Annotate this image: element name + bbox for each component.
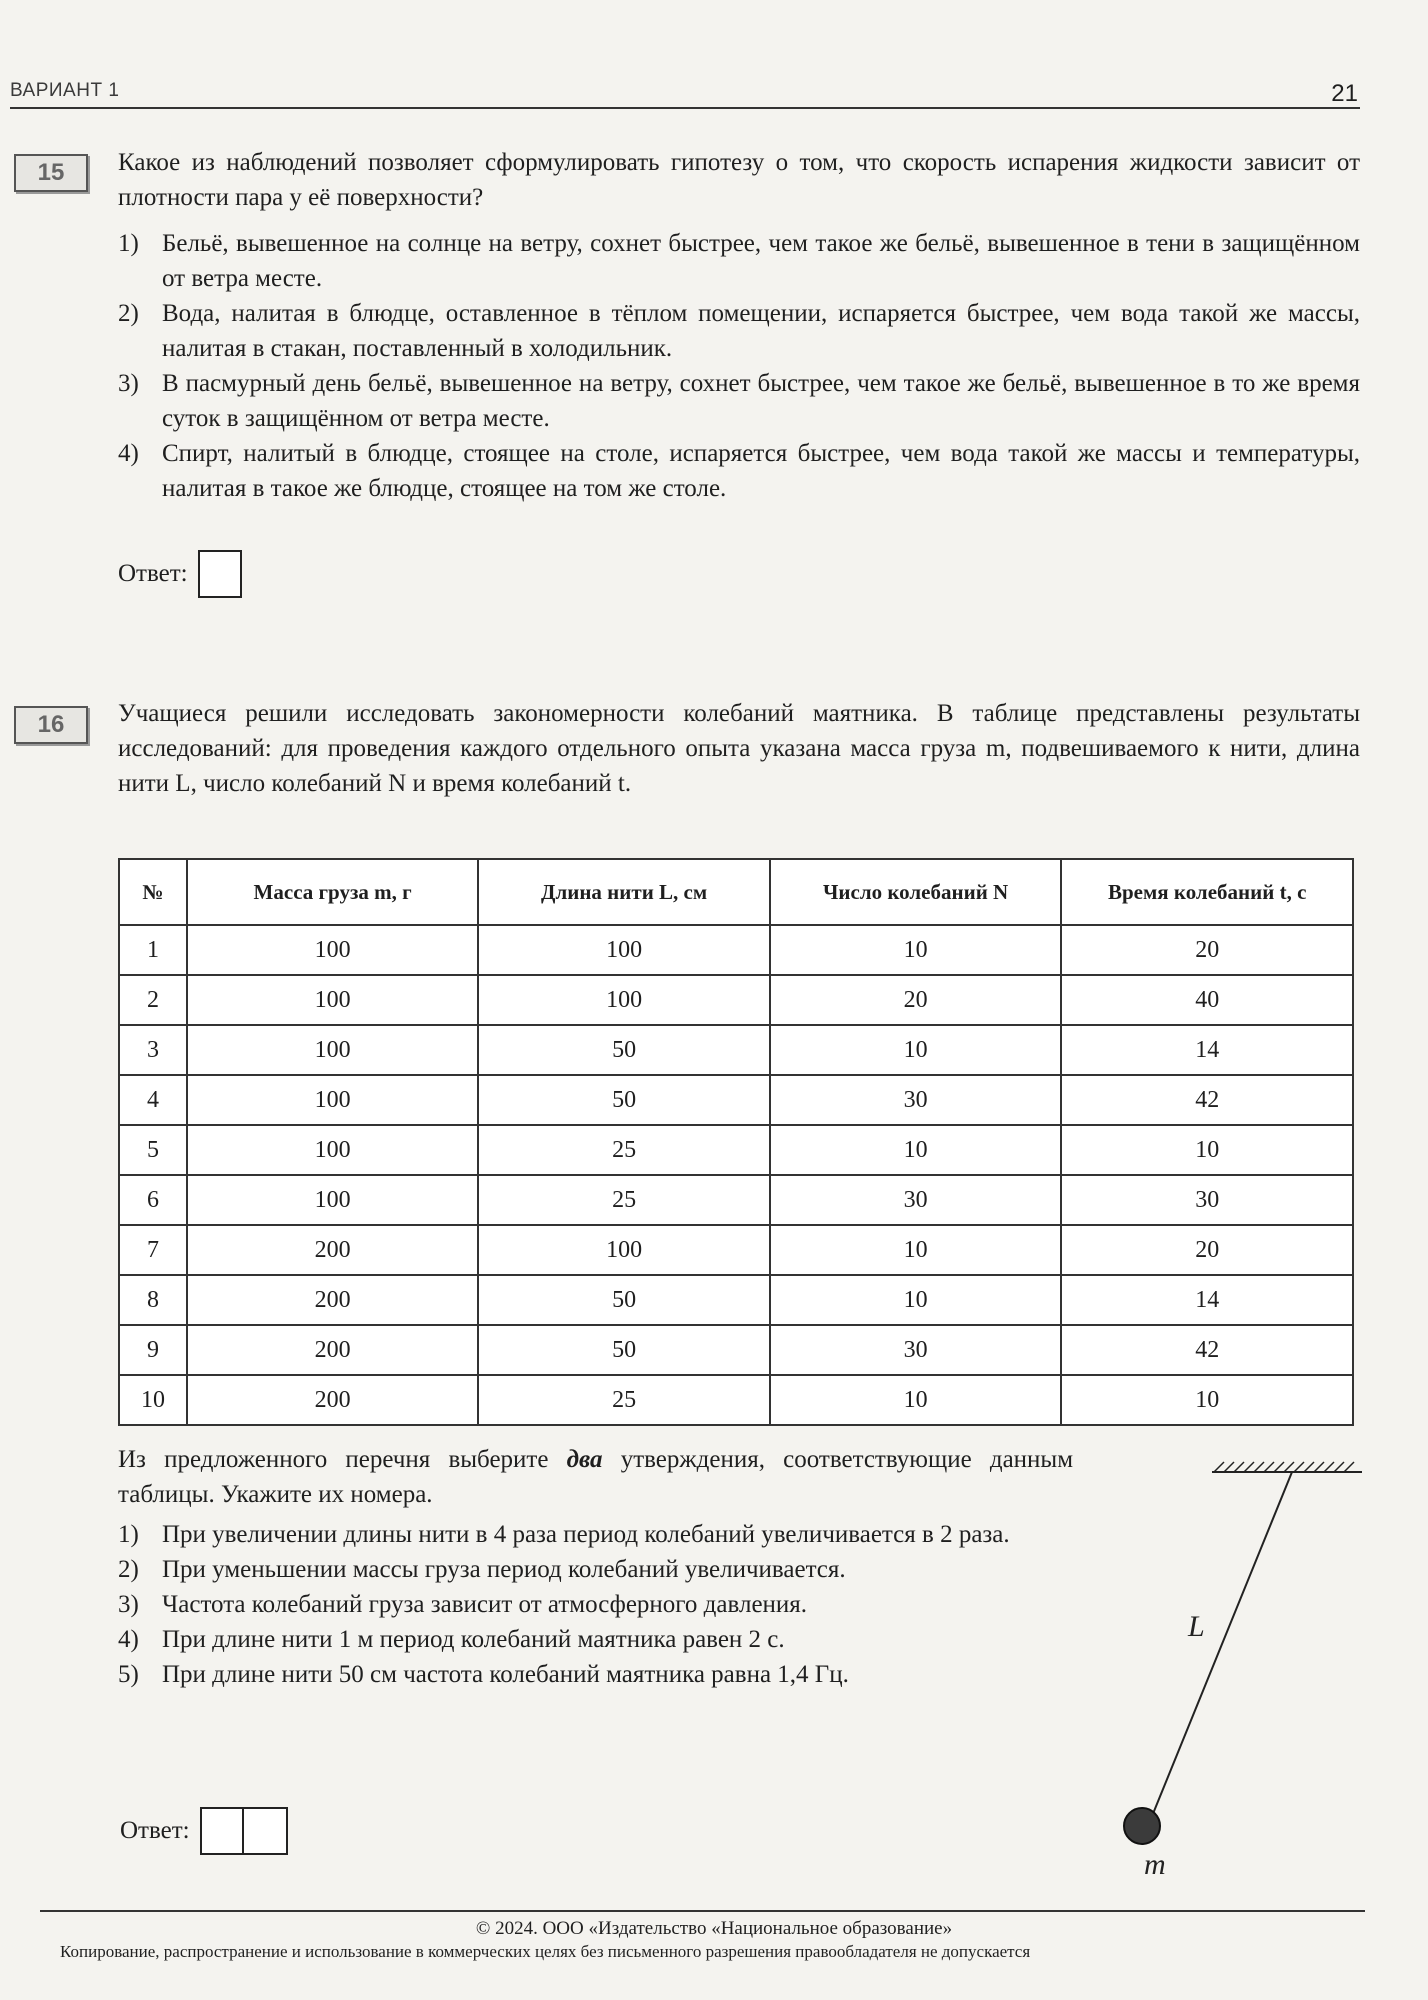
table-cell: 100 [187, 925, 478, 975]
option-number: 2) [118, 300, 139, 327]
col-header-number: № [119, 859, 187, 925]
table-cell: 100 [478, 925, 769, 975]
footer-copyright: © 2024. ООО «Издательство «Национальное образование» [475, 1918, 953, 1939]
table-cell: 200 [187, 1325, 478, 1375]
task-15-option [118, 436, 1360, 506]
table-cell: 25 [478, 1175, 769, 1225]
table-cell: 50 [478, 1325, 769, 1375]
variant-label: ВАРИАНТ 1 [10, 80, 120, 101]
table-cell: 30 [770, 1175, 1062, 1225]
table-cell: 42 [1061, 1325, 1353, 1375]
table-cell: 10 [770, 1375, 1062, 1425]
option-text: При увеличении длины нити в 4 раза период колебаний увеличивается в 2 раза. [162, 1521, 1010, 1548]
option-number: 3) [118, 370, 139, 397]
answer-box-2[interactable] [244, 1807, 288, 1855]
table-row [119, 1225, 1353, 1275]
option-number: 2) [118, 1556, 139, 1583]
instruction-part-a: Из предложенного перечня выберите [118, 1446, 549, 1473]
task-15-question: Какое из наблюдений позволяет сформулировать гипотезу о том, что скорость испарения жидкости зависит от плотности пара у её поверхности? [118, 149, 1360, 211]
table-row [119, 1175, 1353, 1225]
table-row [119, 1325, 1353, 1375]
option-number: 4) [118, 1626, 139, 1653]
table-cell: 100 [187, 1125, 478, 1175]
table-cell: 20 [1061, 1225, 1353, 1275]
task-16-instruction [118, 1442, 1073, 1512]
table-cell: 100 [478, 1225, 769, 1275]
table-cell: 20 [770, 975, 1062, 1025]
ceiling-hatching [1214, 1462, 1354, 1472]
option-number: 1) [118, 1521, 139, 1548]
footer-legal: Копирование, распространение и использование в коммерческих целях без письменного разрешения правообладателя не допускается [60, 1942, 1031, 1961]
header-rule [10, 107, 1360, 109]
table-cell: 8 [119, 1275, 187, 1325]
option-number: 5) [118, 1661, 139, 1688]
task-15-number: 15 [14, 154, 88, 192]
table-row [119, 1025, 1353, 1075]
table-cell: 10 [770, 1275, 1062, 1325]
option-number: 1) [118, 230, 139, 257]
task-15-options [118, 226, 1360, 506]
table-row [119, 1125, 1353, 1175]
page-number: 21 [1331, 80, 1358, 107]
task-16-option [118, 1517, 1073, 1552]
answer-box-1[interactable] [200, 1807, 244, 1855]
table-cell: 200 [187, 1375, 478, 1425]
task-16-option [118, 1587, 1073, 1622]
table-cell: 100 [187, 975, 478, 1025]
mass-label: m [1144, 1848, 1166, 1881]
option-number: 3) [118, 1591, 139, 1618]
table-header-row [119, 859, 1353, 925]
option-text: Вода, налитая в блюдце, оставленное в тёплом помещении, испаряется быстрее, чем вода такой же массы, налитая в стакан, поставленный в холодильник. [162, 300, 1360, 362]
task-16-number: 16 [14, 706, 88, 744]
task-15-option [118, 296, 1360, 366]
pendulum-figure [1100, 1450, 1380, 1890]
table-cell: 10 [119, 1375, 187, 1425]
col-header-length: Длина нити L, см [478, 859, 769, 925]
answer-label: Ответ: [120, 1817, 190, 1844]
footer-rule [40, 1910, 1365, 1912]
table-cell: 4 [119, 1075, 187, 1125]
task-16-option [118, 1622, 1073, 1657]
table-cell: 10 [770, 1125, 1062, 1175]
table-row [119, 1375, 1353, 1425]
option-number: 4) [118, 440, 139, 467]
answer-label: Ответ: [118, 560, 188, 587]
task-15-option [118, 226, 1360, 296]
table-cell: 7 [119, 1225, 187, 1275]
length-label: L [1188, 1610, 1205, 1643]
table-cell: 100 [187, 1025, 478, 1075]
table-cell: 14 [1061, 1275, 1353, 1325]
table-row [119, 1275, 1353, 1325]
table-cell: 200 [187, 1225, 478, 1275]
table-cell: 14 [1061, 1025, 1353, 1075]
option-text: Бельё, вывешенное на солнце на ветру, сохнет быстрее, чем такое же бельё, вывешенное в тени в защищённом от ветра месте. [162, 230, 1360, 292]
task-16-options [118, 1517, 1073, 1692]
option-text: В пасмурный день бельё, вывешенное на ветру, сохнет быстрее, чем такое же бельё, вывешенное в то же время суток в защищённом от ветра месте. [162, 370, 1360, 432]
table-cell: 20 [1061, 925, 1353, 975]
table-cell: 3 [119, 1025, 187, 1075]
table-cell: 30 [1061, 1175, 1353, 1225]
table-cell: 10 [770, 1225, 1062, 1275]
answer-box[interactable] [198, 550, 242, 598]
table-cell: 5 [119, 1125, 187, 1175]
table-cell: 10 [1061, 1375, 1353, 1425]
task-16-answer [120, 1807, 288, 1855]
table-cell: 1 [119, 925, 187, 975]
table-cell: 50 [478, 1075, 769, 1125]
table-cell: 10 [1061, 1125, 1353, 1175]
option-text: При уменьшении массы груза период колебаний увеличивается. [162, 1556, 846, 1583]
table-cell: 50 [478, 1025, 769, 1075]
table-cell: 10 [770, 925, 1062, 975]
table-cell: 25 [478, 1375, 769, 1425]
task-16-option [118, 1552, 1073, 1587]
pendulum-table [118, 858, 1354, 1426]
table-cell: 25 [478, 1125, 769, 1175]
table-cell: 100 [187, 1075, 478, 1125]
table-cell: 10 [770, 1025, 1062, 1075]
task-15-answer [118, 550, 242, 598]
table-cell: 2 [119, 975, 187, 1025]
table-cell: 42 [1061, 1075, 1353, 1125]
option-text: При длине нити 50 см частота колебаний маятника равна 1,4 Гц. [162, 1661, 849, 1688]
table-row [119, 925, 1353, 975]
option-text: Частота колебаний груза зависит от атмосферного давления. [162, 1591, 808, 1618]
table-cell: 200 [187, 1275, 478, 1325]
table-cell: 100 [478, 975, 769, 1025]
table-cell: 50 [478, 1275, 769, 1325]
instruction-part-b: утверждения, соответствующие данным таблицы. Укажите их номера. [118, 1446, 1074, 1508]
table-cell: 30 [770, 1075, 1062, 1125]
table-cell: 9 [119, 1325, 187, 1375]
table-row [119, 1075, 1353, 1125]
col-header-mass: Масса груза m, г [187, 859, 478, 925]
task-16-intro: Учащиеся решили исследовать закономерности колебаний маятника. В таблице представлены результаты исследований: для проведения каждого отдельного опыта указана масса груза m, подвешиваемого к нити, длина нити L, число колебаний N и время колебаний t. [118, 700, 1360, 797]
task-15-option [118, 366, 1360, 436]
table-row [119, 975, 1353, 1025]
table-cell: 6 [119, 1175, 187, 1225]
instruction-emphasis: два [566, 1446, 603, 1473]
option-text: При длине нити 1 м период колебаний маятника равен 2 с. [162, 1626, 785, 1653]
pendulum-bob [1124, 1808, 1160, 1844]
option-text: Спирт, налитый в блюдце, стоящее на столе, испаряется быстрее, чем вода такой же массы и температуры, налитая в такое же блюдце, стоящее на том же столе. [162, 440, 1360, 502]
col-header-time: Время колебаний t, с [1061, 859, 1353, 925]
table-cell: 100 [187, 1175, 478, 1225]
table-cell: 40 [1061, 975, 1353, 1025]
task-16-option [118, 1657, 1073, 1692]
col-header-count: Число колебаний N [770, 859, 1062, 925]
pendulum-string [1148, 1472, 1292, 1826]
table-cell: 30 [770, 1325, 1062, 1375]
